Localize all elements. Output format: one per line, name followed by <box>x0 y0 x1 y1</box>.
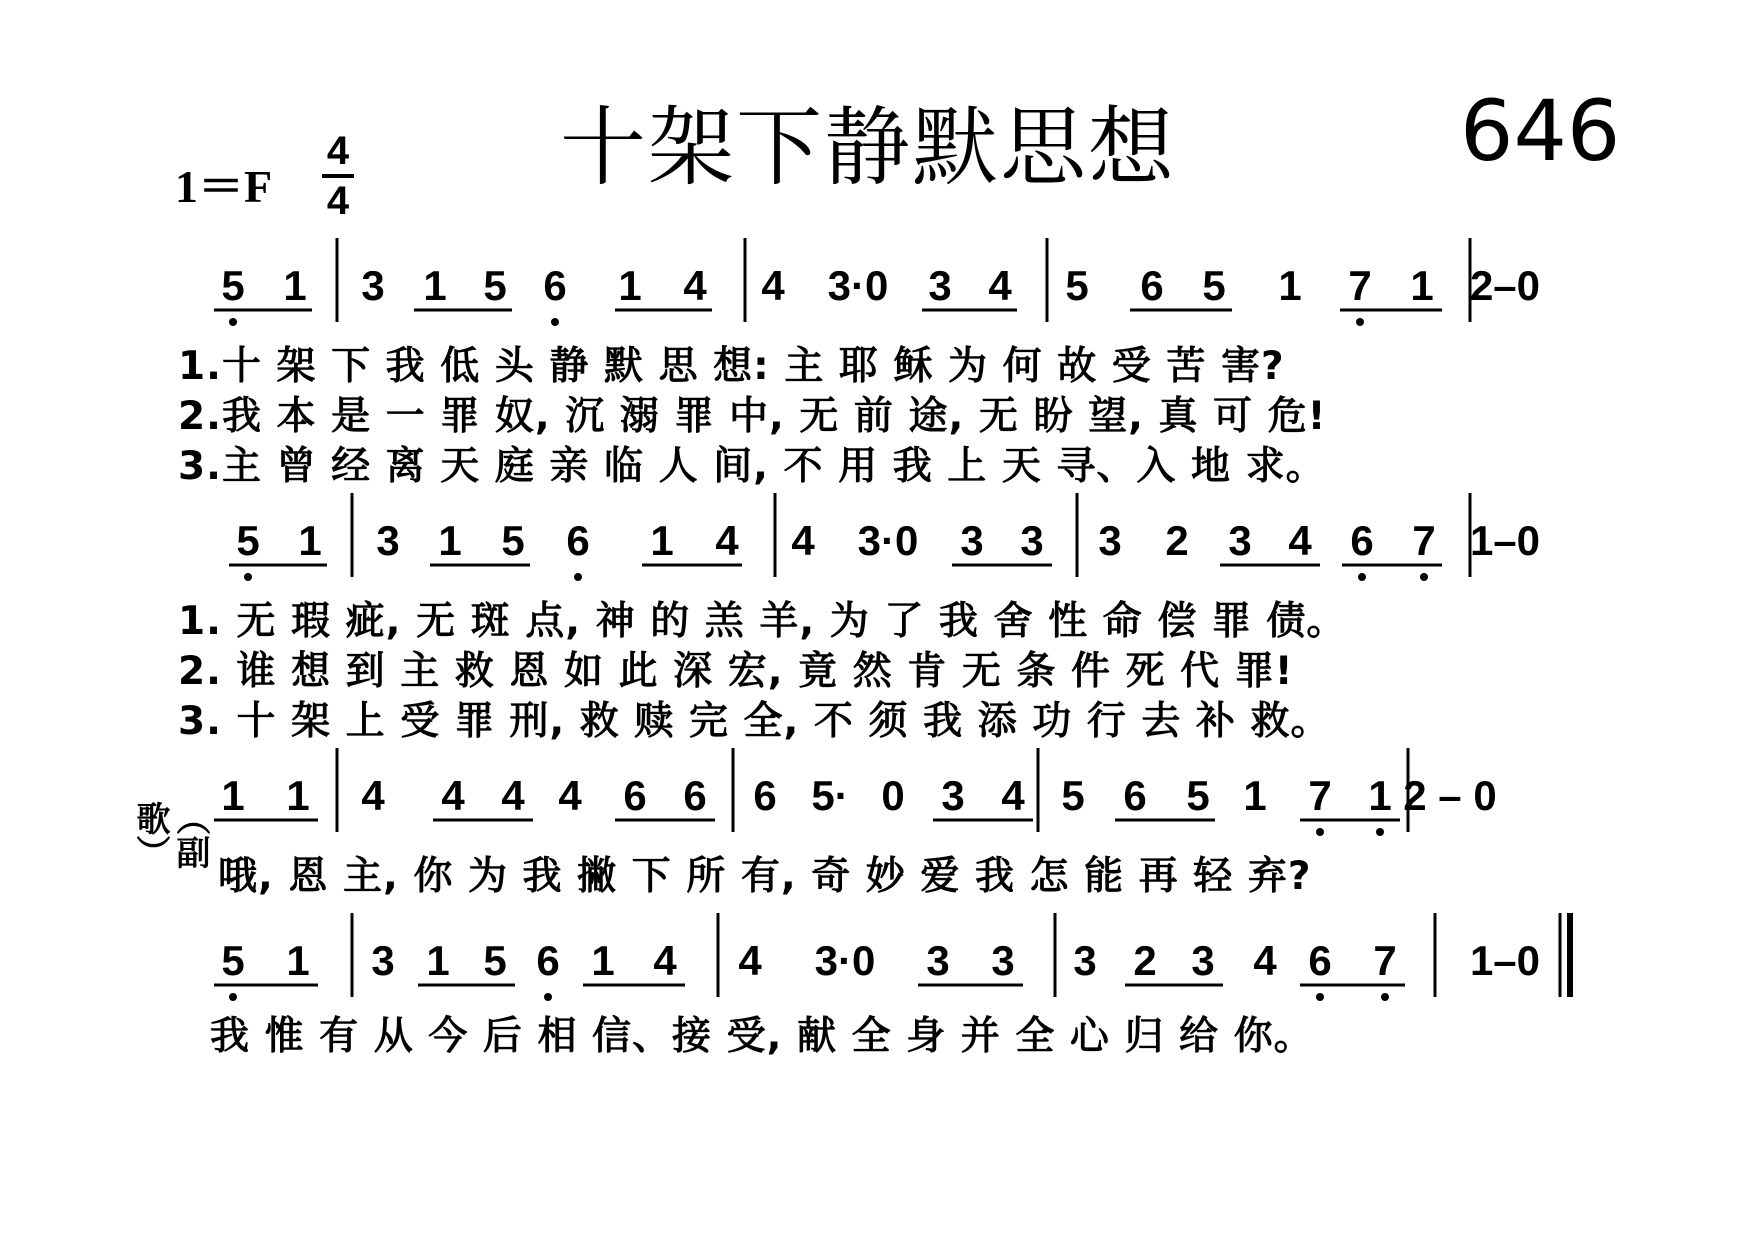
note: 4 <box>715 517 739 564</box>
note: 6 <box>683 772 707 819</box>
note: 1 <box>298 517 322 564</box>
note: 4 <box>738 937 762 984</box>
meter-bottom: 4 <box>326 179 350 223</box>
note: 4 <box>558 772 582 819</box>
note: 3 <box>1098 517 1122 564</box>
note: 6 <box>1140 262 1164 309</box>
octave-dot-low <box>544 993 552 1001</box>
note: 3 <box>361 262 385 309</box>
note: 7 <box>1348 262 1372 309</box>
note: 5 <box>1186 772 1210 819</box>
note: 3 <box>960 517 984 564</box>
note: 1 <box>650 517 674 564</box>
note: 3·0 <box>827 262 889 309</box>
note: 0 <box>881 772 905 819</box>
note: 6 <box>536 937 560 984</box>
note: 3 <box>1020 517 1044 564</box>
octave-dot-low <box>1420 573 1428 581</box>
octave-dot-low <box>1358 573 1366 581</box>
note: 2–0 <box>1469 262 1541 309</box>
note: 1 <box>1278 262 1302 309</box>
refrain-label: （副歌） <box>130 801 210 869</box>
note: 3 <box>376 517 400 564</box>
key-signature: 1＝F <box>175 161 273 212</box>
note: 4 <box>361 772 385 819</box>
note: 1–0 <box>1469 937 1541 984</box>
lyric-line: 3. 十 架 上 受 罪 刑, 救 赎 完 全, 不 须 我 添 功 行 去 补 救。 <box>178 699 1331 744</box>
note: 7 <box>1373 937 1397 984</box>
lyric-line: 哦, 恩 主, 你 为 我 撇 下 所 有, 奇 妙 爱 我 怎 能 再 轻 弃? <box>218 854 1312 899</box>
note: 2 <box>1165 517 1189 564</box>
note: 7 <box>1412 517 1436 564</box>
note: 5· <box>811 772 849 819</box>
octave-dot-low <box>229 993 237 1001</box>
note: 5 <box>1202 262 1226 309</box>
note: 3 <box>1073 937 1097 984</box>
note: 4 <box>683 262 707 309</box>
note: 6 <box>1308 937 1332 984</box>
lyric-line: 2.我 本 是 一 罪 奴, 沉 溺 罪 中, 无 前 途, 无 盼 望, 真 可 危! <box>178 394 1327 439</box>
meter-top: 4 <box>326 129 350 173</box>
note: 1 <box>591 937 615 984</box>
lyric-line: 2. 谁 想 到 主 救 恩 如 此 深 宏, 竟 然 肯 无 条 件 死 代 罪! <box>178 649 1294 694</box>
note: 5 <box>221 262 245 309</box>
lyric-line: 我 惟 有 从 今 后 相 信、接 受, 献 全 身 并 全 心 归 给 你。 <box>210 1014 1314 1059</box>
system-4-notation <box>214 913 1570 1001</box>
octave-dot-low <box>1356 318 1364 326</box>
note: 5 <box>1061 772 1085 819</box>
octave-dot-low <box>1316 993 1324 1001</box>
note: 6 <box>1123 772 1147 819</box>
lyric-line: 1. 无 瑕 疵, 无 斑 点, 神 的 羔 羊, 为 了 我 舍 性 命 偿 罪 债。 <box>178 599 1347 644</box>
note: 3·0 <box>857 517 919 564</box>
note: 2 <box>1133 937 1157 984</box>
note: 1 <box>286 772 310 819</box>
note: 5 <box>1065 262 1089 309</box>
note: 4 <box>653 937 677 984</box>
note: 1 <box>1410 262 1434 309</box>
note: 6 <box>753 772 777 819</box>
note: 6 <box>543 262 567 309</box>
octave-dot-low <box>244 573 252 581</box>
note: 5 <box>483 937 507 984</box>
note: 5 <box>221 937 245 984</box>
note: 1 <box>283 262 307 309</box>
octave-dot-low <box>1316 828 1324 836</box>
note: 4 <box>441 772 465 819</box>
note: 3 <box>928 262 952 309</box>
system-2-notation <box>229 493 1540 581</box>
note: 3 <box>926 937 950 984</box>
hymn-title: 十架下静默思想 <box>560 98 1176 198</box>
note: 1 <box>1368 772 1392 819</box>
note: 1 <box>1243 772 1267 819</box>
note: 6 <box>623 772 647 819</box>
octave-dot-low <box>1381 993 1389 1001</box>
note: 4 <box>1253 937 1277 984</box>
note: 4 <box>761 262 785 309</box>
note: 4 <box>988 262 1012 309</box>
note: 4 <box>1001 772 1025 819</box>
note: 3 <box>371 937 395 984</box>
note: 7 <box>1308 772 1332 819</box>
octave-dot-low <box>574 573 582 581</box>
note: 1 <box>221 772 245 819</box>
note: 1 <box>426 937 450 984</box>
note: 5 <box>501 517 525 564</box>
note: 1 <box>438 517 462 564</box>
lyric-line: 1.十 架 下 我 低 头 静 默 思 想: 主 耶 稣 为 何 故 受 苦 害? <box>178 344 1285 389</box>
note: 3 <box>991 937 1015 984</box>
note: 6 <box>1350 517 1374 564</box>
system-3-notation <box>214 748 1497 836</box>
note: 3 <box>1191 937 1215 984</box>
note: 4 <box>791 517 815 564</box>
note: 3 <box>1228 517 1252 564</box>
lyric-line: 3.主 曾 经 离 天 庭 亲 临 人 间, 不 用 我 上 天 寻、入 地 求。 <box>178 444 1326 489</box>
note: 2 – 0 <box>1403 772 1497 819</box>
note: 1–0 <box>1469 517 1541 564</box>
note: 4 <box>1288 517 1312 564</box>
hymn-number: 646 <box>1460 82 1621 180</box>
note: 1 <box>423 262 447 309</box>
octave-dot-low <box>551 318 559 326</box>
note: 3 <box>941 772 965 819</box>
note: 1 <box>618 262 642 309</box>
system-1-notation <box>214 238 1540 326</box>
note: 6 <box>566 517 590 564</box>
note: 3·0 <box>814 937 876 984</box>
note: 5 <box>483 262 507 309</box>
octave-dot-low <box>1376 828 1384 836</box>
note: 5 <box>236 517 260 564</box>
note: 4 <box>501 772 525 819</box>
octave-dot-low <box>229 318 237 326</box>
note: 1 <box>286 937 310 984</box>
